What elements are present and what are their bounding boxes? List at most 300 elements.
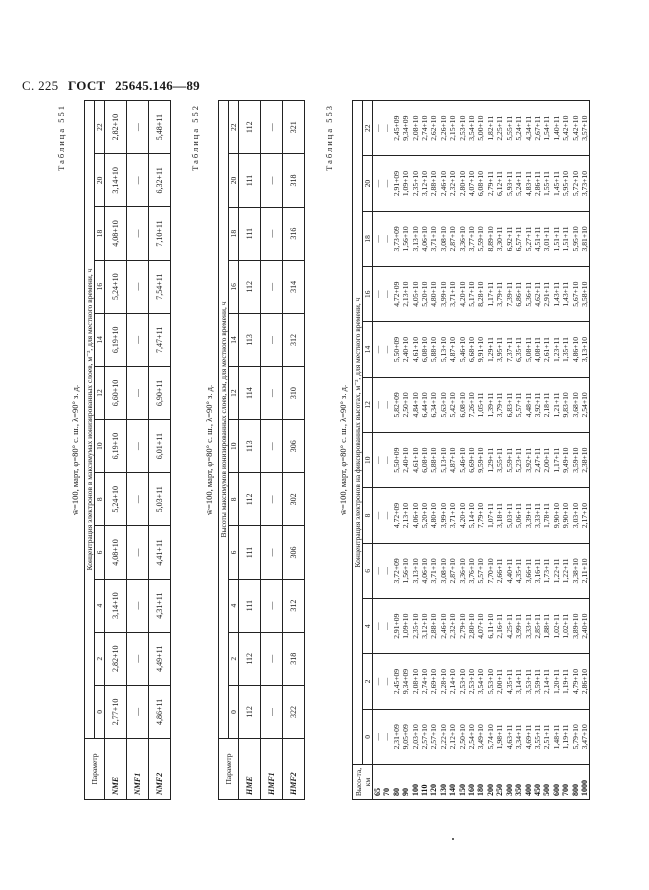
table-cell: 9,34+09: [401, 668, 411, 695]
page-header: [22, 78, 206, 94]
table-cell: 3,57+10: [579, 115, 589, 141]
table-cell: 1,73+11: [542, 558, 552, 584]
table-cell: 6,32+11: [149, 154, 171, 207]
table-cell: 2,87+10: [448, 226, 458, 252]
table-cell: 5,88+10: [429, 447, 439, 473]
hour-header: 16: [363, 267, 373, 322]
table-cell: 2,66+11: [495, 558, 505, 584]
height-value: 100: [410, 784, 420, 796]
table-cell: —: [127, 101, 149, 154]
hour-header: 18: [363, 211, 373, 266]
height-value: 90: [401, 788, 411, 796]
height-value: 350: [514, 784, 524, 796]
table-cell: 3,13+10: [410, 226, 420, 252]
value-column: [373, 322, 590, 377]
table-row: [149, 101, 171, 800]
table-cell: 4,07+10: [476, 613, 486, 639]
table-cell: 314: [283, 260, 305, 313]
table-cell: 9,90+10: [551, 502, 561, 529]
table-cell: 3,77+10: [467, 226, 477, 252]
table-cell: 1,51+11: [561, 226, 571, 252]
table-cell: 3,08+10: [438, 226, 448, 252]
table-cell: —: [261, 260, 283, 313]
table-cell: 3,89+10: [570, 613, 580, 639]
table-cell: 2,00+11: [542, 447, 552, 473]
table-cell: 113: [239, 420, 261, 473]
hour-header: 20: [95, 154, 105, 207]
table-cell: 4,63+11: [504, 724, 514, 750]
hour-header: 18: [229, 207, 239, 260]
table-row: [261, 101, 283, 800]
table-cell: 1,43+11: [561, 281, 571, 307]
hour-header: 10: [229, 420, 239, 473]
hour-header: 4: [229, 579, 239, 632]
table-cell: 2,08+10: [410, 668, 420, 695]
table-cell: 5,36+11: [523, 281, 533, 307]
table-cell: —: [382, 511, 392, 520]
table-cell: 2,35+10: [410, 170, 420, 197]
table-cell: 3,55+11: [495, 447, 505, 473]
hour-header: 12: [95, 366, 105, 419]
table-551-block: [58, 100, 168, 800]
table-cell: 4,84+10: [410, 392, 420, 418]
table-cell: —: [261, 685, 283, 738]
table-cell: 5,63+10: [438, 392, 448, 418]
table-cell: 3,58+10: [579, 281, 589, 307]
hour-header: 12: [229, 367, 239, 420]
table-cell: 2,74+10: [420, 668, 430, 695]
table-cell: 3,76+10: [467, 558, 477, 584]
table-cell: 302: [283, 473, 305, 526]
table-cell: 2,57+10: [429, 724, 439, 750]
height-value: 130: [438, 784, 448, 796]
table-cell: 2,50+10: [401, 392, 411, 418]
table-cell: 6,08+10: [476, 170, 486, 197]
table-cell: —: [127, 526, 149, 579]
table-cell: 306: [283, 420, 305, 473]
hour-header: 18: [95, 207, 105, 260]
table-553-label: Таблица 553: [324, 104, 334, 171]
table-cell: 2,08+10: [410, 115, 420, 141]
hour-header: 8: [229, 473, 239, 526]
table-cell: 1,19+11: [561, 669, 571, 694]
table-cell: 4,61+10: [410, 447, 420, 473]
table-cell: 111: [239, 579, 261, 632]
table-cell: 2,46+10: [438, 170, 448, 197]
table-cell: 112: [239, 685, 261, 738]
table-cell: 4,61+10: [410, 336, 420, 363]
table-cell: 4,87+10: [448, 336, 458, 363]
value-column: [373, 654, 590, 709]
table-cell: 1,17+11: [551, 447, 561, 473]
hour-header: 16: [229, 260, 239, 313]
hour-header: 4: [363, 599, 373, 654]
table-cell: 2,53+10: [457, 115, 467, 141]
table-cell: 1,82+11: [485, 115, 495, 141]
table-cell: 4,25+11: [504, 613, 514, 639]
table-cell: 2,18+11: [542, 392, 552, 418]
table-cell: —: [127, 260, 149, 313]
table-cell: 3,54+10: [476, 668, 486, 695]
table-cell: 5,00+10: [476, 115, 486, 141]
table-cell: 1,09+10: [401, 613, 411, 639]
table-cell: 4,49+11: [149, 632, 171, 685]
table-cell: 3,72+09: [391, 558, 401, 584]
table-row: [283, 101, 305, 800]
table-cell: 6,68+10: [467, 336, 477, 363]
table-cell: 111: [239, 207, 261, 260]
height-value: 500: [542, 784, 552, 796]
table-cell: 1,02+11: [551, 613, 561, 639]
hour-header: 0: [363, 709, 373, 764]
hour-header: 6: [363, 543, 373, 598]
hour-header: 2: [363, 654, 373, 709]
table-cell: 5,79+10: [570, 724, 580, 750]
table-cell: 5,24+11: [514, 115, 524, 141]
table-cell: —: [382, 345, 392, 354]
table-cell: 5,95+10: [570, 226, 580, 252]
hour-header: 22: [229, 101, 239, 154]
table-cell: 1,09+10: [401, 170, 411, 197]
table-cell: 5,53+10: [485, 668, 495, 695]
table-cell: 4,72+09: [391, 281, 401, 307]
hour-header: 6: [229, 526, 239, 579]
hour-header: 10: [363, 433, 373, 488]
table-cell: 3,54+10: [467, 115, 477, 141]
table-551-title: w̄=100, март, φ=80° с. ш., λ=90° з. д.: [70, 384, 80, 516]
height-value: 140: [448, 784, 458, 796]
table-cell: —: [382, 401, 392, 409]
table-cell: 4,62+11: [532, 281, 542, 307]
table-cell: 3,39+11: [523, 503, 533, 528]
value-column: [373, 377, 590, 432]
table-cell: —: [382, 124, 392, 132]
table-cell: 3,92+11: [532, 392, 542, 418]
table-cell: 6,90+11: [149, 366, 171, 419]
table-cell: 5,42+10: [570, 115, 580, 141]
table-cell: —: [261, 101, 283, 154]
table-cell: 1,29+11: [485, 337, 495, 362]
table-cell: 2,88+10: [429, 170, 439, 197]
table-cell: 2,53+10: [457, 668, 467, 695]
table-cell: 2,11+10: [579, 558, 589, 584]
table-cell: —: [261, 473, 283, 526]
table-cell: 7,54+11: [149, 260, 171, 313]
table-cell: 3,16+11: [532, 558, 542, 584]
table-cell: 3,99+10: [438, 502, 448, 529]
table-cell: 312: [283, 313, 305, 366]
table-552: [218, 100, 305, 800]
table-cell: —: [382, 179, 392, 188]
table-cell: —: [382, 677, 392, 686]
table-cell: —: [127, 207, 149, 260]
table-cell: —: [382, 235, 392, 243]
table-552-title: w̄=100, март, φ=80° с. ш., λ=90° з. д.: [204, 384, 214, 516]
table-cell: 4,35+11: [504, 669, 514, 694]
height-value: 400: [523, 784, 533, 796]
table-cell: 2,86+11: [532, 171, 542, 196]
table-cell: 4,08+10: [105, 526, 127, 579]
table-cell: 2,13+10: [401, 502, 411, 529]
table-cell: 3,47+10: [579, 724, 589, 750]
table-cell: 4,35+11: [514, 558, 524, 584]
table-cell: 5,57+10: [476, 558, 486, 584]
table-cell: 111: [239, 526, 261, 579]
table-cell: 6,92+11: [504, 226, 514, 252]
table-cell: 1,23+11: [551, 337, 561, 362]
table-cell: 5,50+09: [391, 447, 401, 473]
table-cell: 3,73+10: [579, 170, 589, 197]
table-cell: —: [382, 733, 392, 741]
table-cell: 5,93+11: [504, 171, 514, 196]
table-cell: 6,83+11: [504, 392, 514, 418]
table-cell: —: [127, 313, 149, 366]
table-cell: 4,80+10: [429, 502, 439, 529]
hour-header: 20: [229, 154, 239, 207]
table-cell: 2,61+11: [542, 337, 552, 362]
table-cell: 5,24+10: [105, 473, 127, 526]
table-cell: 4,20+10: [457, 502, 467, 529]
table-cell: 4,06+10: [410, 502, 420, 529]
table-cell: 3,59+10: [570, 447, 580, 473]
table-cell: 1,56+10: [401, 226, 411, 252]
table-cell: 114: [239, 367, 261, 420]
table-cell: 6,01+11: [149, 420, 171, 473]
table-cell: 306: [283, 526, 305, 579]
height-value: 180: [476, 784, 486, 796]
table-553-title: w̄=100, март, φ=80° с. ш., λ=90° з. д.: [338, 384, 348, 516]
table-cell: 2,54+10: [467, 724, 477, 750]
table-cell: 2,53+10: [467, 668, 477, 695]
table-cell: 5,24+11: [514, 171, 524, 196]
table-cell: 3,73+09: [391, 226, 401, 252]
table-cell: 5,48+11: [149, 101, 171, 154]
hour-header: 10: [95, 420, 105, 473]
table-cell: 318: [283, 154, 305, 207]
table-cell: 2,46+10: [438, 613, 448, 639]
value-column: [373, 267, 590, 322]
table-cell: —: [261, 420, 283, 473]
table-cell: 4,80+10: [429, 281, 439, 307]
height-value: 200: [485, 784, 495, 796]
table-cell: 2,00+11: [495, 669, 505, 694]
table-cell: 3,92+11: [523, 447, 533, 473]
table-cell: 6,44+10: [420, 392, 430, 418]
table-cell: 112: [239, 632, 261, 685]
table-cell: 6,35+11: [514, 337, 524, 362]
height-value: 1000: [579, 780, 589, 796]
table-cell: 9,34+09: [401, 115, 411, 141]
table-cell: 2,13+10: [401, 281, 411, 307]
table-cell: 3,71+10: [448, 281, 458, 307]
table-cell: 7,37+11: [504, 337, 514, 362]
height-value: 300: [504, 784, 514, 796]
table-row: [373, 101, 590, 800]
table-cell: 4,48+11: [523, 392, 533, 418]
table-cell: 3,14+11: [514, 669, 524, 694]
height-value: 160: [467, 784, 477, 796]
table-cell: 2,47+11: [532, 447, 542, 473]
table-cell: 9,49+10: [561, 447, 571, 473]
table-cell: 6,11+10: [485, 613, 495, 639]
table-cell: 8,89+10: [485, 226, 495, 252]
table-cell: 2,26+10: [438, 115, 448, 141]
table-cell: 4,69+11: [523, 724, 533, 750]
table-cell: 112: [239, 260, 261, 313]
table-cell: 9,91+10: [476, 336, 486, 363]
table-cell: 2,45+09: [391, 668, 401, 695]
table-row: [105, 101, 127, 800]
table-cell: 2,77+10: [105, 685, 127, 738]
table-cell: 3,79+11: [495, 281, 505, 307]
table-cell: 1,21+11: [551, 392, 561, 418]
table-cell: 3,59+11: [532, 669, 542, 694]
table-cell: 2,91+11: [542, 281, 552, 307]
table-cell: 8,28+10: [476, 281, 486, 307]
table-cell: 1,17+11: [485, 281, 495, 307]
table-cell: —: [127, 685, 149, 738]
table-cell: 5,27+11: [523, 226, 533, 252]
table-cell: 7,79+10: [476, 502, 486, 529]
table-cell: 2,67+11: [532, 115, 542, 141]
table-cell: 2,38+10: [579, 447, 589, 473]
table-cell: 4,31+11: [149, 579, 171, 632]
table-cell: 2,79+11: [485, 171, 495, 196]
table-cell: 2,03+10: [410, 724, 420, 750]
table-cell: 112: [239, 473, 261, 526]
table-cell: —: [373, 235, 382, 243]
table-cell: 5,24+10: [105, 260, 127, 313]
table-cell: 6,34+10: [429, 392, 439, 418]
table-cell: 5,55+11: [504, 115, 514, 141]
table-cell: 1,78+11: [542, 503, 552, 528]
table-cell: —: [261, 154, 283, 207]
table-cell: 2,51+11: [542, 724, 552, 750]
table-cell: —: [373, 456, 382, 464]
table-cell: —: [127, 579, 149, 632]
table-cell: 3,38+10: [570, 558, 580, 584]
table-cell: 1,55+11: [542, 171, 552, 196]
table-cell: —: [382, 456, 392, 464]
table-cell: 4,86+11: [149, 685, 171, 738]
table-cell: 3,30+11: [495, 226, 505, 252]
param-name: NMF1: [127, 739, 149, 800]
table-cell: 3,03+10: [570, 502, 580, 529]
table-cell: —: [373, 179, 382, 188]
table-cell: 2,14+10: [448, 668, 458, 695]
param-name: NME: [105, 739, 127, 800]
table-cell: 5,20+10: [420, 502, 430, 529]
table-cell: 7,47+11: [149, 313, 171, 366]
table-cell: 2,17+10: [579, 502, 589, 529]
table-cell: 3,36+10: [457, 558, 467, 584]
table-cell: 4,40+11: [504, 558, 514, 584]
table-cell: 5,03+11: [504, 503, 514, 528]
table-cell: 3,68+10: [570, 392, 580, 418]
table-cell: 3,99+10: [438, 281, 448, 307]
table-cell: 4,72+09: [391, 502, 401, 529]
table-cell: 6,19+10: [105, 313, 127, 366]
table-cell: 3,53+11: [523, 669, 533, 694]
value-column: [373, 156, 590, 211]
table-cell: 5,59+11: [504, 447, 514, 473]
table-cell: 1,98+11: [495, 724, 505, 750]
table-cell: 2,40+10: [401, 336, 411, 363]
table-cell: 2,82+10: [105, 101, 127, 154]
table-cell: 1,05+11: [476, 392, 486, 418]
param-header: Параметр: [219, 739, 239, 800]
height-header: Высо-та, км: [353, 765, 373, 800]
table-cell: 1,43+11: [551, 281, 561, 307]
table-cell: 5,74+10: [485, 724, 495, 750]
table-cell: 2,35+10: [410, 613, 420, 639]
table-cell: 9,90+10: [561, 502, 571, 529]
table-cell: —: [373, 733, 382, 741]
table-cell: 2,50+10: [457, 724, 467, 750]
table-cell: —: [382, 567, 392, 575]
table-cell: 113: [239, 313, 261, 366]
table-cell: 4,41+11: [149, 526, 171, 579]
table-cell: —: [127, 473, 149, 526]
table-cell: —: [127, 154, 149, 207]
param-name: HMF2: [283, 739, 305, 800]
table-cell: —: [261, 632, 283, 685]
height-value: 70: [382, 788, 392, 796]
table-cell: 2,62+10: [429, 115, 439, 141]
height-value: 120: [429, 784, 439, 796]
hour-header: 0: [229, 685, 239, 738]
table-cell: 2,15+10: [448, 115, 458, 141]
table-cell: 5,06+11: [514, 503, 524, 528]
page-number: С. 225: [22, 78, 59, 93]
table-cell: —: [261, 526, 283, 579]
table-cell: 6,08+10: [420, 336, 430, 363]
table-cell: 5,82+09: [391, 392, 401, 418]
hour-header: 4: [95, 579, 105, 632]
table-cell: 3,36+10: [457, 226, 467, 252]
table-cell: 1,20+11: [551, 669, 561, 694]
table-cell: 6,08+10: [420, 447, 430, 473]
table-cell: 3,71+10: [429, 226, 439, 252]
table-cell: 112: [239, 101, 261, 154]
table-cell: 3,66+11: [523, 558, 533, 584]
table-cell: 3,14+10: [105, 579, 127, 632]
param-header: Параметр: [85, 739, 105, 800]
table-cell: 2,80+10: [457, 170, 467, 197]
table-cell: 1,40+11: [551, 115, 561, 141]
table-553: [352, 100, 590, 800]
table-cell: 1,54+11: [542, 115, 552, 141]
height-value: 700: [561, 784, 571, 796]
param-name: NMF2: [149, 739, 171, 800]
value-column: [373, 433, 590, 488]
table-cell: —: [382, 622, 392, 630]
table-cell: 7,39+11: [504, 281, 514, 307]
table-cell: —: [127, 632, 149, 685]
table-cell: 3,12+10: [420, 170, 430, 197]
table-cell: —: [261, 579, 283, 632]
table-cell: 1,88+11: [542, 613, 552, 639]
table-cell: 5,14+10: [467, 502, 477, 529]
table-subtitle: Концентрация электронов в максимумах ионизированных слоев, м⁻³, для местного времени, ч: [85, 101, 95, 739]
table-cell: —: [382, 290, 392, 299]
table-cell: 2,88+10: [429, 613, 439, 639]
table-cell: 5,59+10: [476, 226, 486, 252]
table-cell: 2,91+09: [391, 613, 401, 639]
table-cell: 5,72+10: [570, 170, 580, 197]
table-cell: 5,08+11: [523, 337, 533, 362]
table-cell: 5,13+10: [438, 336, 448, 363]
